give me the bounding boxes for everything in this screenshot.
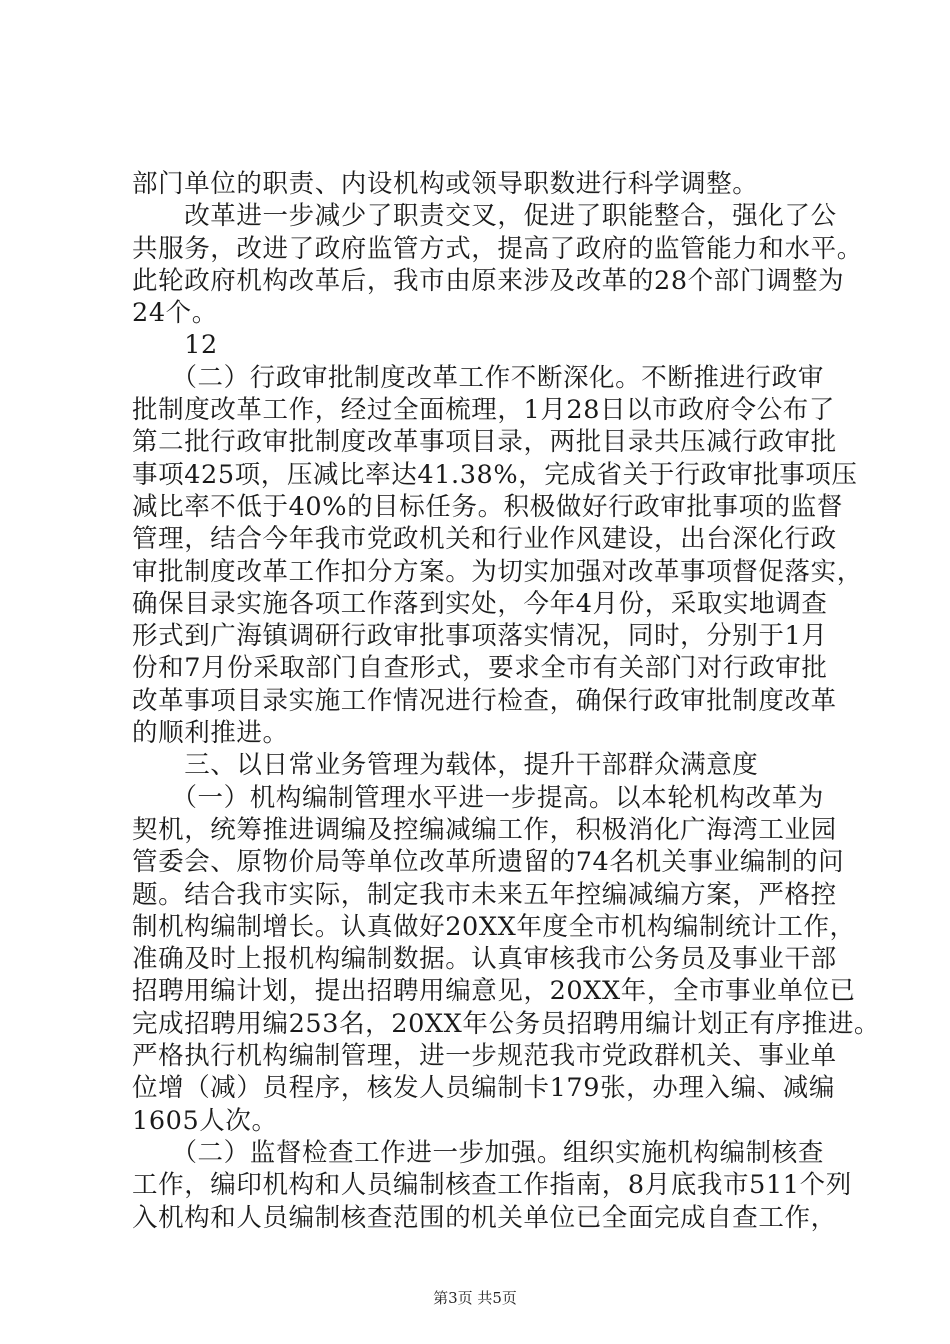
text-line: 改革进一步减少了职责交叉，促进了职能整合，强化了公 [132,201,837,232]
text-line: 确保目录实施各项工作落到实处，今年4月份，采取实地调查 [132,588,828,619]
text-line: 24个。 [132,298,218,329]
text-line: （一）机构编制管理水平进一步提高。以本轮机构改革为 [132,782,824,813]
text-line: 管委会、原物价局等单位改革所遗留的74名机关事业编制的问 [132,847,845,878]
text-line: 位增（减）员程序，核发人员编制卡179张，办理入编、减编 [132,1073,835,1104]
text-line: 12 [132,330,218,361]
section-heading: 三、以日常业务管理为载体，提升干部群众满意度 [132,750,759,781]
text-line: 招聘用编计划，提出招聘用编意见，20XX年，全市事业单位已 [132,976,856,1007]
text-line: 份和7月份采取部门自查形式，要求全市有关部门对行政审批 [132,653,828,684]
text-line: 部门单位的职责、内设机构或领导职数进行科学调整。 [132,169,759,199]
text-line: 批制度改革工作，经过全面梳理，1月28日以市政府令公布了 [132,395,835,426]
text-line: 工作，编印机构和人员编制核查工作指南，8月底我市511个列 [132,1170,852,1201]
text-line: 改革事项目录实施工作情况进行检查，确保行政审批制度改革 [132,685,837,716]
text-line: （二）监督检查工作进一步加强。组织实施机构编制核查 [132,1137,824,1168]
text-line: 完成招聘用编253名，20XX年公务员招聘用编计划正有序推进。 [132,1008,881,1039]
text-line: 严格执行机构编制管理，进一步规范我市党政群机关、事业单 [132,1041,837,1072]
text-line: 审批制度改革工作扣分方案。为切实加强对改革事项督促落实， [132,556,863,587]
text-line: 管理，结合今年我市党政机关和行业作风建设，出台深化行政 [132,524,837,555]
text-line: 共服务，改进了政府监管方式，提高了政府的监管能力和水平。 [132,233,863,264]
text-line: 减比率不低于40%的目标任务。积极做好行政审批事项的监督 [132,491,843,522]
text-line: 的顺利推进。 [132,718,289,749]
text-line: 入机构和人员编制核查范围的机关单位已全面完成自查工作， [132,1202,837,1233]
text-line: 形式到广海镇调研行政审批事项落实情况，同时，分别于1月 [132,621,828,652]
text-line: 制机构编制增长。认真做好20XX年度全市机构编制统计工作， [132,911,856,942]
page-footer [0,1288,950,1308]
text-line: 第二批行政审批制度改革事项目录，两批目录共压减行政审批 [132,427,837,458]
text-line: 此轮政府机构改革后，我市由原来涉及改革的28个部门调整为 [132,265,845,296]
text-line: 事项425项，压减比率达41.38%，完成省关于行政审批事项压 [132,459,858,490]
text-line: 1605人次。 [132,1105,278,1136]
text-line: 题。结合我市实际，制定我市未来五年控编减编方案，严格控 [132,879,837,910]
page-number: 第3页 共5页 [433,1289,517,1307]
document-body [132,168,881,1234]
text-line: 准确及时上报机构编制数据。认真审核我市公务员及事业干部 [132,944,837,975]
text-line: 契机，统筹推进调编及控编减编工作，积极消化广海湾工业园 [132,814,837,845]
text-line: （二）行政审批制度改革工作不断深化。不断推进行政审 [132,362,824,393]
